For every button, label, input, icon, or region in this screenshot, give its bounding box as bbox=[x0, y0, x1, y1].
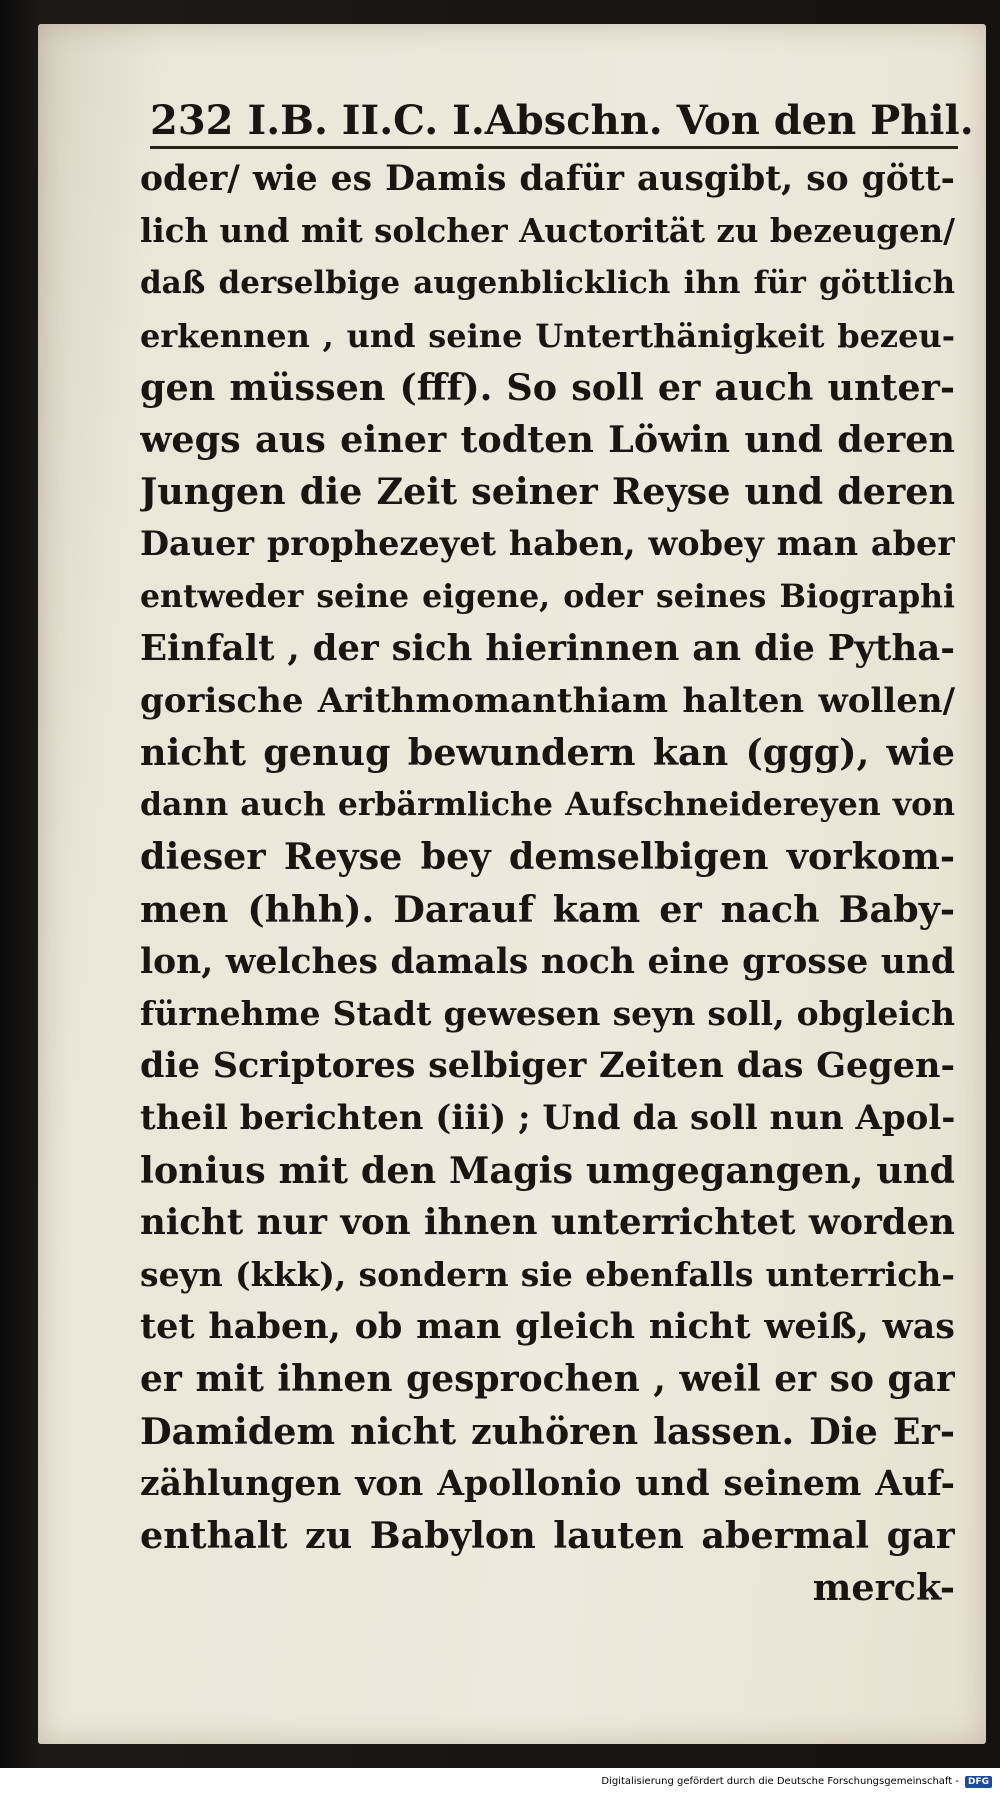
text-line: Einfalt , der sich hierinnen an die Pytha- bbox=[140, 627, 955, 669]
text-line: lich und mit solcher Auctorität zu bezeugen/ bbox=[140, 211, 955, 251]
digitization-footer bbox=[0, 1768, 1000, 1795]
text-line: enthalt zu Babylon lauten abermal gar bbox=[140, 1513, 955, 1557]
text-line: lon, welches damals noch eine grosse und bbox=[140, 941, 955, 982]
text-line: fürnehme Stadt gewesen seyn soll, obgleich bbox=[140, 994, 955, 1033]
text-line: Damidem nicht zuhören lassen. Die Er- bbox=[140, 1409, 955, 1453]
text-line: lonius mit den Magis umgegangen, und bbox=[140, 1148, 955, 1192]
dfg-logo: DFG bbox=[965, 1776, 992, 1788]
text-line: tet haben, ob man gleich nicht weiß, was bbox=[140, 1306, 955, 1348]
page-header bbox=[150, 82, 974, 144]
text-line: zählungen von Apollonio und seinem Auf- bbox=[140, 1463, 955, 1504]
header-rule bbox=[150, 146, 958, 149]
text-line: daß derselbige augenblicklich ihn für göttlich bbox=[140, 265, 955, 302]
text-line: erkennen , und seine Unterthänigkeit bezeu- bbox=[140, 316, 955, 355]
text-line: nicht nur von ihnen unterrichtet worden bbox=[140, 1201, 955, 1243]
text-line: merck- bbox=[812, 1566, 955, 1610]
funding-credit: Digitalisierung gefördert durch die Deutsche Forschungsgemeinschaft - bbox=[601, 1776, 959, 1787]
text-line: er mit ihnen gesprochen , weil er so gar bbox=[140, 1358, 955, 1401]
text-line: nicht genug bewundern kan (ggg), wie bbox=[140, 731, 955, 775]
text-line: entweder seine eigene, oder seines Biographi bbox=[140, 577, 955, 615]
text-line: die Scriptores selbiger Zeiten das Gegen- bbox=[140, 1045, 955, 1087]
text-line: Jungen die Zeit seiner Reyse und deren bbox=[140, 470, 955, 514]
text-line: theil berichten (iii) ; Und da soll nun Apol- bbox=[140, 1098, 955, 1139]
text-line: seyn (kkk), sondern sie ebenfalls unterrich- bbox=[140, 1254, 955, 1294]
running-title: I.B. II.C. I.Abschn. Von den Phil. bbox=[247, 97, 974, 144]
text-line: Dauer prophezeyet haben, wobey man aber bbox=[140, 524, 955, 564]
text-line: oder/ wie es Damis dafür ausgibt, so gött- bbox=[140, 159, 955, 199]
text-line: men (hhh). Darauf kam er nach Baby- bbox=[140, 887, 955, 931]
page-number: 232 bbox=[150, 97, 234, 144]
text-line: dann auch erbärmliche Aufschneidereyen von bbox=[140, 786, 955, 824]
body-text bbox=[140, 153, 955, 1614]
text-line: gorische Arithmomanthiam halten wollen/ bbox=[140, 680, 955, 721]
text-line: gen müssen (fff). So soll er auch unter- bbox=[140, 365, 955, 409]
text-line: wegs aus einer todten Löwin und deren bbox=[140, 417, 955, 461]
text-line: dieser Reyse bey demselbigen vorkom- bbox=[140, 835, 955, 879]
